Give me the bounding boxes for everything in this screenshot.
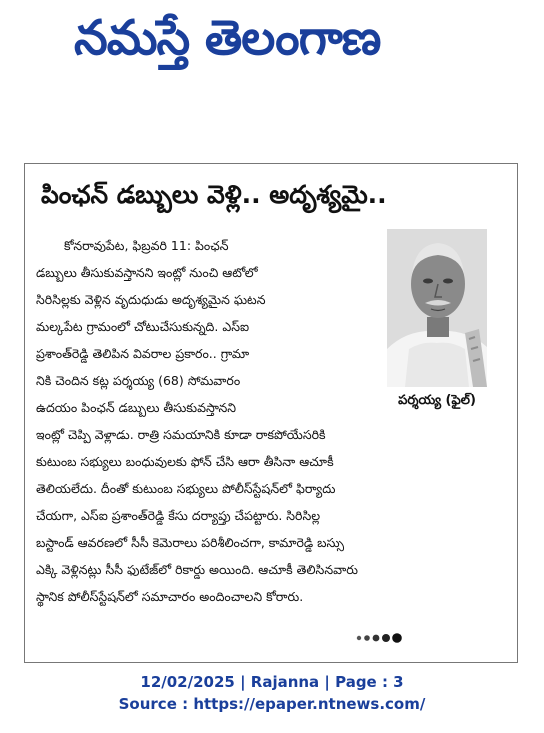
article-body-line: స్థానిక పోలీస్‌స్టేషన్‌లో సమాచారం అందించాలని కోరారు. <box>36 589 304 604</box>
article-body-line: తెలియలేదు. దీంతో కుటుంబ సభ్యులు పోలీస్‌స్టేషన్‌లో ఫిర్యాదు <box>36 481 336 496</box>
footer-source: Source : https://epaper.ntnews.com/ <box>118 695 426 713</box>
article-body-line: ప్రశాంత్‌రెడ్డి తెలిపిన వివరాల ప్రకారం.. గ్రామా <box>36 346 250 361</box>
article-frame-bottom <box>24 662 518 663</box>
article-body-line: ఇంట్లో చెప్పి వెళ్లాడు. రాత్రి సమయానికి కూడా రాకపోయేసరికి <box>36 427 326 442</box>
article-body-line: చేయగా, ఎస్ఐ ప్రశాంత్‌రెడ్డి కేసు దర్యాప్తు చేపట్టారు. సిరిసిల్ల <box>36 508 321 523</box>
end-mark-dots <box>355 630 415 649</box>
article-body-line: బస్టాండ్ ఆవరణలో సీసీ కెమెరాలు పరిశీలించగా, కామారెడ్డి బస్సు <box>36 535 345 550</box>
article-frame-left <box>24 163 25 663</box>
article-body-line: కుటుంబ సభ్యులు బంధువులకు ఫోన్ చేసి ఆరా తీసినా ఆచూకీ <box>36 454 334 469</box>
article-body-line: సిరిసిల్లకు వెళ్లిన వృదుధుడు అదృశ్యమైన ఘటన <box>36 292 266 307</box>
article-body-line: కోనరావుపేట, ఫిబ్రవరి 11: పింఛన్ <box>64 238 229 253</box>
article-body-line: ఎక్కి వెళ్లినట్లు సీసీ ఫుటేజ్‌లో రికార్డు అయింది. ఆచూకీ తెలిసినవారు <box>36 562 358 577</box>
photo-caption: పర్శయ్య (ఫైల్) <box>398 393 476 408</box>
article-body-line: ఉదయం పింఛన్ డబ్బులు తీసుకువస్తానని <box>36 400 237 415</box>
article-frame-right <box>517 163 518 663</box>
article-body-line: డబ్బులు తీసుకువస్తానని ఇంట్లో నుంచి ఆటోలో <box>36 265 258 280</box>
article-headline: పింఛన్ డబ్బులు వెళ్లి.. అదృశ్యమై.. <box>41 180 387 209</box>
footer-date-edition: 12/02/2025 | Rajanna | Page : 3 <box>140 673 404 691</box>
article-body-line: నికి చెందిన కట్ల పర్శయ్య (68) సోమవారం <box>36 373 241 388</box>
article-body-line: మల్కపేట గ్రామంలో చోటుచేసుకున్నది. ఎస్ఐ <box>36 319 250 334</box>
article-frame-top <box>24 163 518 164</box>
masthead-logo: నమస్తే తెలంగాణ <box>74 10 381 66</box>
person-photo-image <box>387 229 487 387</box>
person-photo <box>387 229 487 387</box>
